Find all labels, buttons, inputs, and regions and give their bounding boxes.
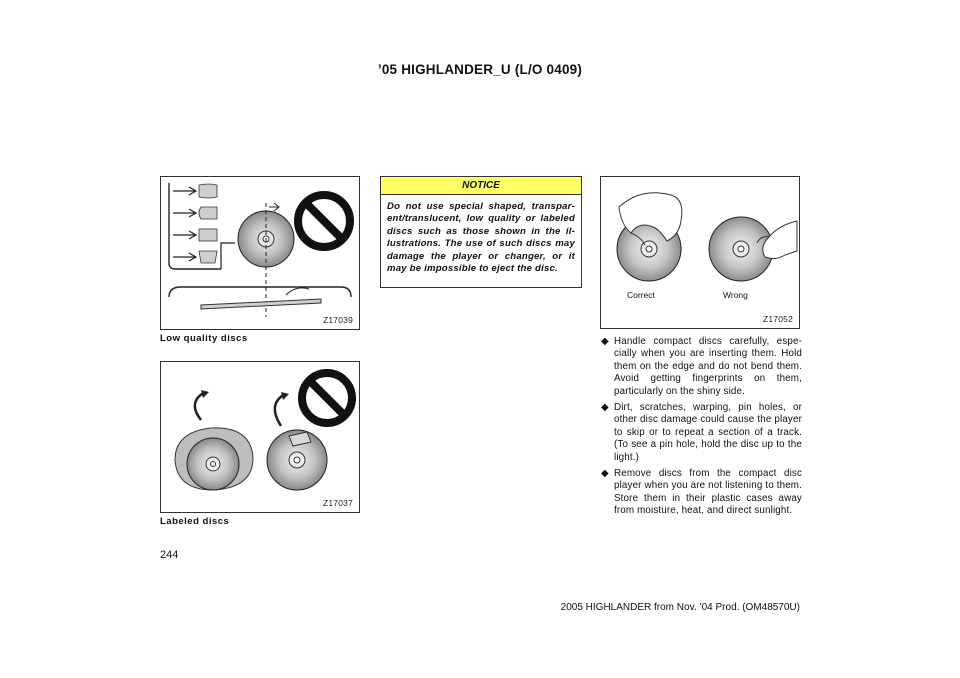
page-header-title: ’05 HIGHLANDER_U (L/O 0409) [377,62,583,77]
notice-body: Do not use special shaped, transpar- ent/translucent, low quality or labeled discs such as those shown in the il- lustrations. The use of such discs may damage the player or changer, or it may be impossible to eject the disc. [387,201,575,275]
labeled-discs-figure [160,361,360,513]
list-item [600,468,802,518]
diamond-bullet-icon: ◆ [601,336,609,347]
list-item-text: Handle compact discs carefully, espe- cially when you are inserting them. Hold them on the edge and do not bend them. Avoid getting fingerprints on them, particularly on the shiny side. [614,336,802,397]
correct-label: Correct [627,290,655,300]
list-item-text: Dirt, scratches, warping, pin holes, or other disc damage could cause the player to skip or to repeat a section of a track. (To see a pin hole, hold the disc up to the light.) [614,402,802,463]
figure-code: Z17039 [322,315,353,325]
diamond-bullet-icon: ◆ [601,468,609,480]
low-quality-discs-figure [160,176,360,330]
list-item [600,336,802,398]
labeled-discs-illustration [161,362,359,512]
figure-code: Z17037 [322,498,353,508]
notice-heading: NOTICE [381,177,581,195]
notice-box [380,176,582,288]
disc-handling-figure [600,176,800,329]
handling-instructions-list [600,336,802,522]
wrong-label: Wrong [723,290,748,300]
low-quality-discs-illustration [161,177,359,329]
diamond-bullet-icon: ◆ [601,402,609,414]
low-quality-discs-caption: Low quality discs [160,333,248,344]
labeled-discs-caption: Labeled discs [160,516,230,527]
list-item-text: Remove discs from the compact disc player when you are not listening to them. Store them in their plastic cases away from moisture, heat, and direct sunlight. [614,468,802,517]
page-footer: 2005 HIGHLANDER from Nov. ’04 Prod. (OM48570U) [560,602,800,613]
disc-handling-illustration [601,177,799,328]
page-number: 244 [160,549,179,561]
list-item [600,402,802,464]
figure-code: Z17052 [762,314,793,324]
